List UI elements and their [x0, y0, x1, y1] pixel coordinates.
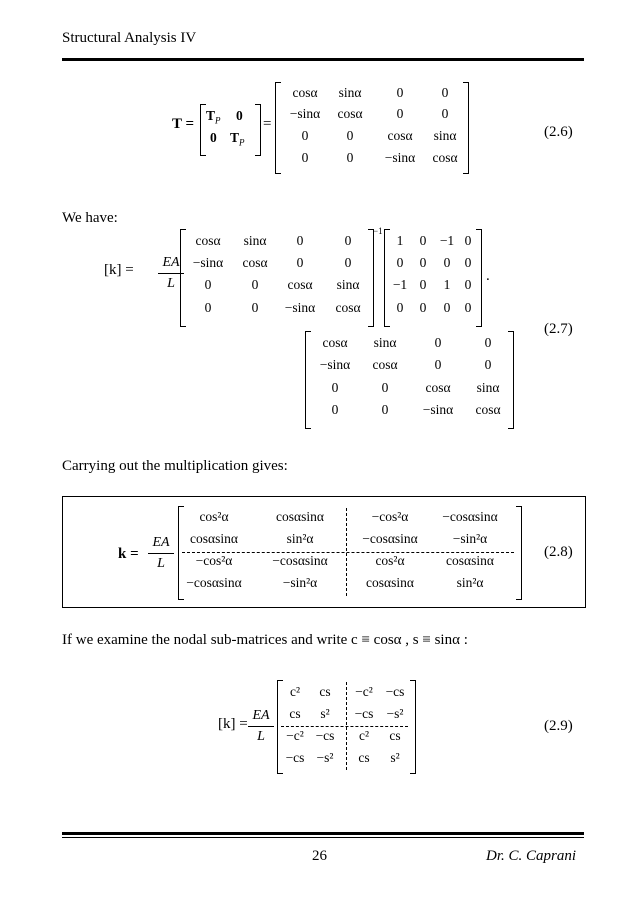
eq28-cell-1-1: sin²α: [286, 531, 314, 546]
eq28-cell-1-3: −sin²α: [452, 531, 488, 546]
eq27-c-cell-2-0: 0: [331, 380, 339, 395]
eq28-cell-2-2: cos²α: [375, 553, 405, 568]
eq27-c-cell-1-2: 0: [434, 357, 442, 372]
text-we-have: We have:: [62, 210, 118, 226]
eq27-c-cell-2-3: sinα: [476, 380, 500, 395]
eq26-cell-0-3: 0: [441, 85, 449, 100]
eq26-cell-1-2: 0: [396, 106, 404, 121]
text-carrying-out: Carrying out the multiplication gives:: [62, 458, 288, 474]
eq27-a-cell-1-2: 0: [296, 255, 304, 270]
eq27-b-cell-0-2: −1: [439, 233, 455, 248]
eq28-cell-2-1: −cosαsinα: [272, 553, 328, 568]
eq27-inverse: −1: [373, 226, 383, 236]
eq27-b-cell-0-0: 1: [396, 233, 404, 248]
eq26-cell-3-3: cosα: [432, 150, 458, 165]
eq29-number: (2.9): [544, 718, 573, 734]
eq27-L: L: [167, 276, 175, 291]
eq29-ea: EA: [252, 708, 270, 723]
eq26-block-t12: 0: [236, 108, 243, 123]
eq26-block-right-bracket: [255, 104, 261, 156]
eq27-a-left-bracket: [180, 229, 186, 327]
eq27-c-cell-3-2: −sinα: [422, 402, 454, 417]
eq29-frac-bar: [248, 726, 274, 727]
eq28-cell-3-2: cosαsinα: [366, 575, 414, 590]
eq27-b-left-bracket: [384, 229, 390, 327]
eq29-cell-3-3: s²: [390, 750, 400, 765]
eq29-cell-1-3: −s²: [386, 706, 404, 721]
header-title: Structural Analysis IV: [62, 30, 197, 46]
eq28-left-bracket: [178, 506, 184, 600]
eq26-cell-1-0: −sinα: [289, 106, 321, 121]
eq29-L: L: [257, 729, 265, 744]
eq27-b-cell-0-3: 0: [464, 233, 472, 248]
eq26-block-t21: 0: [210, 130, 217, 145]
eq29-cell-2-3: cs: [389, 728, 401, 743]
eq26-equals: =: [263, 116, 272, 132]
eq28-cell-0-0: cos²α: [199, 509, 229, 524]
eq29-cell-1-2: −cs: [354, 706, 374, 721]
eq28-L: L: [157, 556, 165, 571]
eq28-cell-1-0: cosαsinα: [190, 531, 238, 546]
eq26-cell-2-3: sinα: [433, 128, 457, 143]
eq28-cell-1-2: −cosαsinα: [362, 531, 418, 546]
eq28-frac-bar: [148, 553, 174, 554]
eq27-c-cell-1-1: cosα: [372, 357, 398, 372]
eq27-a-cell-3-0: 0: [204, 300, 212, 315]
eq27-c-cell-3-3: cosα: [475, 402, 501, 417]
eq27-c-cell-3-0: 0: [331, 402, 339, 417]
eq27-a-cell-2-3: sinα: [336, 277, 360, 292]
eq27-a-cell-2-0: 0: [204, 277, 212, 292]
eq29-cell-2-2: c²: [358, 728, 370, 743]
eq27-b-cell-2-1: 0: [419, 277, 427, 292]
eq28-cell-3-3: sin²α: [456, 575, 484, 590]
eq27-c-cell-0-0: cosα: [322, 335, 348, 350]
eq27-b-cell-2-0: −1: [392, 277, 408, 292]
eq26-matrix-left-bracket: [275, 82, 281, 174]
eq28-cell-0-1: cosαsinα: [276, 509, 324, 524]
eq27-b-cell-2-3: 0: [464, 277, 472, 292]
eq27-c-cell-0-3: 0: [484, 335, 492, 350]
eq27-a-cell-1-1: cosα: [242, 255, 268, 270]
eq28-cell-2-3: cosαsinα: [446, 553, 494, 568]
eq29-partition-h: [281, 726, 408, 727]
eq27-c-cell-1-0: −sinα: [319, 357, 351, 372]
eq28-cell-3-0: −cosαsinα: [186, 575, 242, 590]
eq28-number: (2.8): [544, 544, 573, 560]
eq26-cell-0-2: 0: [396, 85, 404, 100]
eq26-cell-3-1: 0: [346, 150, 354, 165]
eq29-cell-2-0: −c²: [286, 728, 304, 743]
eq29-cell-3-1: −s²: [316, 750, 334, 765]
eq28-cell-3-1: −sin²α: [282, 575, 318, 590]
eq27-a-cell-1-3: 0: [344, 255, 352, 270]
eq26-cell-2-2: cosα: [387, 128, 413, 143]
eq27-b-right-bracket: [476, 229, 482, 327]
eq26-lhs: T =: [172, 116, 195, 132]
eq27-a-cell-0-1: sinα: [243, 233, 267, 248]
eq27-c-cell-0-1: sinα: [373, 335, 397, 350]
eq27-a-cell-2-1: 0: [251, 277, 259, 292]
footer-author: Dr. C. Caprani: [486, 848, 577, 864]
eq28-cell-0-2: −cos²α: [371, 509, 409, 524]
eq26-cell-0-0: cosα: [292, 85, 318, 100]
eq27-c-right-bracket: [508, 331, 514, 429]
eq29-cell-3-0: −cs: [285, 750, 305, 765]
eq27-c-cell-1-3: 0: [484, 357, 492, 372]
eq27-c-cell-3-1: 0: [381, 402, 389, 417]
eq29-cell-3-2: cs: [358, 750, 370, 765]
eq29-cell-0-1: cs: [319, 684, 331, 699]
eq27-lhs: [k] =: [104, 262, 134, 278]
page-number: 26: [312, 848, 327, 864]
eq26-block-t22: $T_P$: [230, 130, 245, 148]
eq28-partition-v: [346, 508, 347, 596]
eq26-cell-3-2: −sinα: [384, 150, 416, 165]
eq27-dot: .: [486, 268, 490, 284]
eq27-b-cell-3-2: 0: [443, 300, 451, 315]
eq27-a-cell-3-3: cosα: [335, 300, 361, 315]
eq27-b-cell-0-1: 0: [419, 233, 427, 248]
eq27-a-cell-3-1: 0: [251, 300, 259, 315]
eq28-cell-0-3: −cosαsinα: [442, 509, 498, 524]
eq27-ea: EA: [162, 255, 180, 270]
eq29-cell-0-0: c²: [289, 684, 301, 699]
eq28-ea: EA: [152, 535, 170, 550]
eq27-b-cell-3-1: 0: [419, 300, 427, 315]
eq26-cell-3-0: 0: [301, 150, 309, 165]
eq29-cell-1-0: cs: [289, 706, 301, 721]
eq26-cell-0-1: sinα: [338, 85, 362, 100]
text-examine: If we examine the nodal sub-matrices and write c ≡ cosα , s ≡ sinα :: [62, 632, 468, 648]
eq29-cell-1-1: s²: [320, 706, 330, 721]
eq27-c-left-bracket: [305, 331, 311, 429]
eq27-a-cell-0-2: 0: [296, 233, 304, 248]
eq29-cell-0-2: −c²: [355, 684, 373, 699]
eq26-matrix-right-bracket: [463, 82, 469, 174]
eq29-left-bracket: [277, 680, 283, 774]
eq27-a-cell-0-3: 0: [344, 233, 352, 248]
header-rule: [62, 58, 584, 61]
eq27-b-cell-1-3: 0: [464, 255, 472, 270]
eq26-cell-2-1: 0: [346, 128, 354, 143]
eq27-a-cell-0-0: cosα: [195, 233, 221, 248]
eq27-c-cell-2-2: cosα: [425, 380, 451, 395]
eq26-cell-1-1: cosα: [337, 106, 363, 121]
eq26-cell-2-0: 0: [301, 128, 309, 143]
eq27-b-cell-1-0: 0: [396, 255, 404, 270]
eq29-lhs: [k] =: [218, 716, 248, 732]
eq27-b-cell-2-2: 1: [443, 277, 451, 292]
eq27-b-cell-3-3: 0: [464, 300, 472, 315]
eq27-c-cell-2-1: 0: [381, 380, 389, 395]
eq27-a-right-bracket: [368, 229, 374, 327]
eq27-c-cell-0-2: 0: [434, 335, 442, 350]
eq26-cell-1-3: 0: [441, 106, 449, 121]
eq29-right-bracket: [410, 680, 416, 774]
eq29-partition-v: [346, 682, 347, 770]
eq28-lhs: k =: [118, 546, 139, 562]
eq27-number: (2.7): [544, 321, 573, 337]
eq29-cell-0-3: −cs: [385, 684, 405, 699]
footer-rule-thick: [62, 832, 584, 835]
eq26-block-t11: $T_P$: [206, 108, 221, 126]
eq28-cell-2-0: −cos²α: [195, 553, 233, 568]
eq27-b-cell-1-2: 0: [443, 255, 451, 270]
eq29-cell-2-1: −cs: [315, 728, 335, 743]
eq27-b-cell-3-0: 0: [396, 300, 404, 315]
eq27-a-cell-3-2: −sinα: [284, 300, 316, 315]
eq27-a-cell-2-2: cosα: [287, 277, 313, 292]
eq28-right-bracket: [516, 506, 522, 600]
eq27-a-cell-1-0: −sinα: [192, 255, 224, 270]
eq26-number: (2.6): [544, 124, 573, 140]
footer-rule-thin: [62, 837, 584, 838]
eq27-b-cell-1-1: 0: [419, 255, 427, 270]
